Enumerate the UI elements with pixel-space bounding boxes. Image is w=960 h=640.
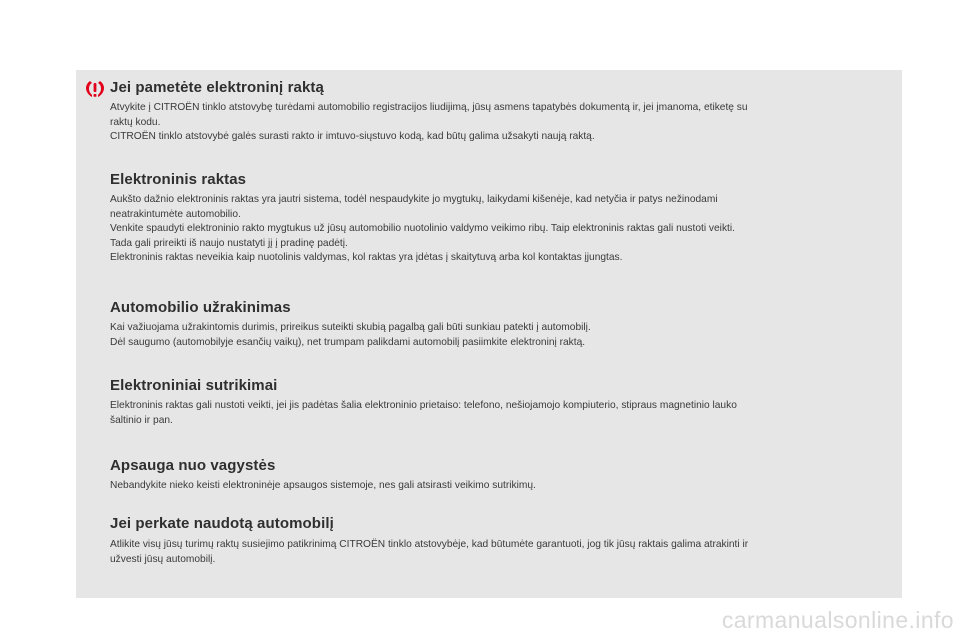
section-title: Jei perkate naudotą automobilį [110, 515, 334, 532]
section-line: Elektroninis raktas gali nustoti veikti, jei jis padėtas šalia elektroninio prietaiso: telefono, nešiojamojo kompiuterio, stipraus magnetinio lauko [110, 400, 737, 411]
section-electronic-key [110, 171, 890, 299]
section-title: Automobilio užrakinimas [110, 299, 291, 316]
section-lost-key [110, 79, 890, 171]
section-line: CITROËN tinklo atstovybė galės surasti rakto ir imtuvo-siųstuvo kodą, kad būtų galima užsakyti naują raktą. [110, 131, 595, 142]
section-line: užvesti jūsų automobilį. [110, 553, 216, 565]
warning-exclamation-icon [84, 80, 106, 100]
section-used-car [110, 515, 890, 567]
section-line: Aukšto dažnio elektroninis raktas yra jautri sistema, todėl nespaudykite jo mygtukų, laikydami kišenėje, kad netyčia ir patys nežinodami [110, 194, 718, 205]
section-title: Elektroninis raktas [110, 171, 247, 188]
section-line: Dėl saugumo (automobilyje esančių vaikų), net trumpam palikdami automobilį pasiimkite elektroninį raktą. [110, 336, 586, 348]
section-title: Jei pametėte elektroninį raktą [110, 79, 324, 96]
section-title: Apsauga nuo vagystės [110, 457, 276, 474]
section-line: Venkite spaudyti elektroninio rakto mygtukus už jūsų automobilio nuotolinio valdymo veikimo ribų. Taip elektroninis raktas gali nustoti veikti. [110, 223, 735, 234]
section-line: šaltinio ir pan. [110, 414, 173, 426]
section-line: Atlikite visų jūsų turimų raktų susiejimo patikrinimą CITROËN tinklo atstovybėje, kad būtumėte garantuoti, jog tik jūsų raktais galima atrakinti ir [110, 539, 749, 550]
section-line: neatrakintumėte automobilio. [110, 208, 241, 220]
section-title: Elektroniniai sutrikimai [110, 377, 278, 394]
watermark: carmanualsonline.info [721, 607, 954, 633]
manual-content [110, 79, 890, 567]
section-line: Atvykite į CITROËN tinklo atstovybę turėdami automobilio registracijos liudijimą, jūsų asmens tapatybės dokumentą ir, jei įmanoma, etiketę su [110, 102, 748, 113]
section-line: Nebandykite nieko keisti elektroninėje apsaugos sistemoje, nes gali atsirasti veikimo sutrikimų. [110, 480, 536, 491]
section-line: Elektroninis raktas neveikia kaip nuotolinis valdymas, kol raktas yra įdėtas į skaitytuvą arba kol kontaktas įjungtas. [110, 252, 623, 263]
section-electronic-faults [110, 377, 890, 457]
section-vehicle-locking [110, 299, 890, 377]
section-line: Tada gali prireikti iš naujo nustatyti jį į pradinę padėtį. [110, 237, 348, 249]
section-line: Kai važiuojama užrakintomis durimis, prireikus suteikti skubią pagalbą gali būti sunkiau patekti į automobilį. [110, 322, 591, 333]
section-line: raktų kodu. [110, 116, 161, 128]
section-anti-theft [110, 457, 890, 515]
